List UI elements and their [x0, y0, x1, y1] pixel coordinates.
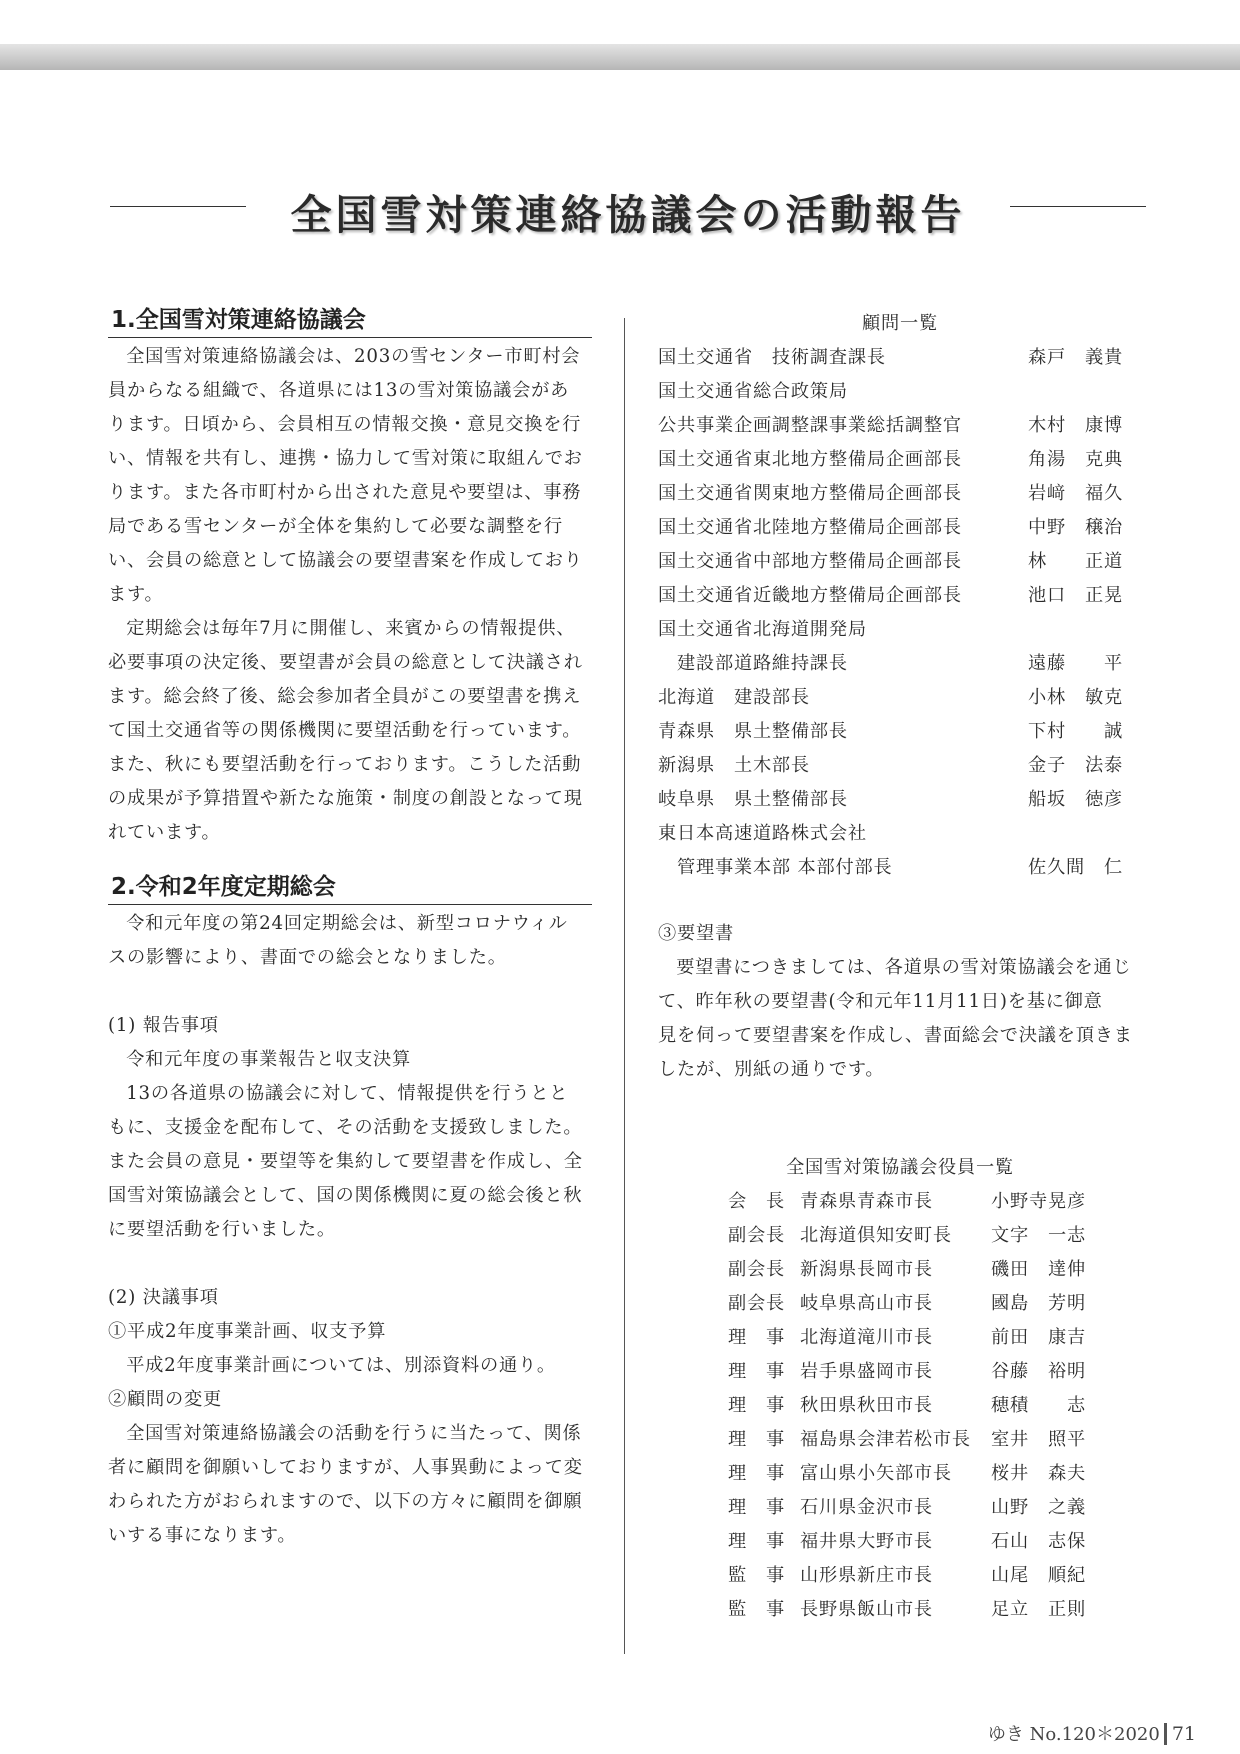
officer-affiliation: 石川県金沢市長 — [800, 1497, 933, 1518]
officer-row — [658, 1287, 1142, 1321]
column-divider — [624, 318, 625, 1654]
officer-affiliation: 長野県飯山市長 — [800, 1599, 933, 1620]
officer-name: 前田 康吉 — [991, 1327, 1086, 1348]
officer-name: 山尾 順紀 — [991, 1565, 1086, 1586]
page-footer — [988, 1720, 1196, 1746]
advisor-row — [658, 851, 1142, 885]
officer-name: 石山 志保 — [991, 1531, 1086, 1552]
resolution-item-2-line: いする事になります。 — [108, 1525, 297, 1546]
advisor-position: 管理事業本部 本部付部長 — [658, 857, 893, 878]
advisor-position: 岐阜県 県土整備部長 — [658, 789, 848, 810]
left-column — [108, 303, 592, 1553]
report-line: もに、支援金を配布して、その活動を支援致しました。 — [108, 1117, 583, 1138]
advisor-position: 国土交通省北海道開発局 — [658, 619, 867, 640]
advisor-name: 中野 穣治 — [1028, 517, 1123, 538]
officer-role: 理 事 — [728, 1395, 785, 1416]
title-block — [110, 182, 1146, 242]
s1-line: 員からなる組織で、各道県には13の雪対策協議会があ — [108, 380, 570, 401]
advisor-position: 国土交通省北陸地方整備局企画部長 — [658, 517, 962, 538]
s1-line: れています。 — [108, 822, 221, 843]
s2-line: 令和元年度の第24回定期総会は、新型コロナウィル — [126, 913, 568, 934]
request-title: ③要望書 — [658, 923, 734, 944]
s1-line: ります。日頃から、会員相互の情報交換・意見交換を行 — [108, 414, 582, 435]
officer-row — [658, 1423, 1142, 1457]
resolution-item-2-line: 全国雪対策連絡協議会の活動を行うに当たって、関係 — [126, 1423, 582, 1444]
advisor-position: 国土交通省関東地方整備局企画部長 — [658, 483, 962, 504]
officer-affiliation: 青森県青森市長 — [800, 1191, 933, 1212]
s1-line: 全国雪対策連絡協議会は、203の雪センター市町村会 — [126, 346, 581, 367]
advisor-name: 遠藤 平 — [1028, 653, 1123, 674]
advisor-row — [658, 341, 1142, 375]
officer-row — [658, 1355, 1142, 1389]
advisor-position: 東日本高速道路株式会社 — [658, 823, 867, 844]
officer-affiliation: 北海道倶知安町長 — [800, 1225, 952, 1246]
officer-role: 理 事 — [728, 1429, 785, 1450]
s1-line: ります。また各市町村から出された意見や要望は、事務 — [108, 482, 582, 503]
advisor-name: 木村 康博 — [1028, 415, 1123, 436]
resolution-item-2-title: ②顧問の変更 — [108, 1389, 222, 1410]
request-line: て、昨年秋の要望書(令和元年11月11日)を基に御意 — [658, 991, 1103, 1012]
request-line: したが、別紙の通りです。 — [658, 1059, 885, 1080]
advisor-position: 公共事業企画調整課事業総括調整官 — [658, 415, 962, 436]
officer-role: 副会長 — [728, 1259, 785, 1280]
publication-label: ゆき No.120＊2020 — [987, 1724, 1160, 1745]
advisor-row — [658, 477, 1142, 511]
s1-line: い、情報を共有し、連携・協力して雪対策に取組んでお — [108, 448, 583, 469]
officer-name: 國島 芳明 — [991, 1293, 1086, 1314]
s1-line: て国土交通省等の関係機関に要望活動を行っています。 — [108, 720, 582, 741]
officer-name: 桜井 森夫 — [991, 1463, 1086, 1484]
officer-name: 穂積 志 — [991, 1395, 1086, 1416]
report-line: 13の各道県の協議会に対して、情報提供を行うとと — [126, 1083, 569, 1104]
resolution-item-2-line: わられた方がおられますので、以下の方々に顧問を御願 — [108, 1491, 583, 1512]
officer-row — [658, 1185, 1142, 1219]
advisor-name: 小林 敏克 — [1028, 687, 1123, 708]
advisor-name: 金子 法泰 — [1028, 755, 1123, 776]
report-line: に要望活動を行いました。 — [108, 1219, 336, 1240]
s1-line: 局である雪センターが全体を集約して必要な調整を行 — [108, 516, 563, 537]
officer-name: 谷藤 裕明 — [991, 1361, 1086, 1382]
officer-row — [658, 1559, 1142, 1593]
advisor-row — [658, 817, 1142, 851]
s1-line: い、会員の総意として協議会の要望書案を作成しており — [108, 550, 583, 571]
advisor-position: 国土交通省近畿地方整備局企画部長 — [658, 585, 962, 606]
title-rule-right — [1010, 206, 1146, 207]
officer-name: 小野寺晃彦 — [991, 1191, 1086, 1212]
officer-name: 山野 之義 — [991, 1497, 1086, 1518]
officer-name: 室井 照平 — [991, 1429, 1086, 1450]
advisor-row — [658, 443, 1142, 477]
officer-role: 理 事 — [728, 1531, 785, 1552]
advisor-name — [1028, 613, 1138, 647]
officer-name: 磯田 達伸 — [991, 1259, 1086, 1280]
top-banner-bar — [0, 44, 1240, 70]
officer-affiliation: 山形県新庄市長 — [800, 1565, 933, 1586]
officer-list — [658, 1185, 1142, 1627]
advisor-position: 国土交通省 技術調査課長 — [658, 347, 886, 368]
advisor-name: 船坂 徳彦 — [1028, 789, 1123, 810]
officer-row — [658, 1389, 1142, 1423]
advisor-row — [658, 647, 1142, 681]
report-items-title: (1) 報告事項 — [108, 1015, 219, 1036]
advisor-row — [658, 715, 1142, 749]
officer-row — [658, 1253, 1142, 1287]
officer-role: 理 事 — [728, 1361, 785, 1382]
s1-line: 必要事項の決定後、要望書が会員の総意として決議され — [108, 652, 583, 673]
request-line: 要望書につきましては、各道県の雪対策協議会を通じ — [676, 957, 1132, 978]
title-rule-left — [110, 206, 246, 207]
advisor-row — [658, 409, 1142, 443]
officer-row — [658, 1491, 1142, 1525]
officer-row — [658, 1593, 1142, 1627]
advisor-row — [658, 511, 1142, 545]
officer-role: 理 事 — [728, 1463, 785, 1484]
advisor-position: 建設部道路維持課長 — [658, 653, 848, 674]
officer-name: 足立 正則 — [991, 1599, 1086, 1620]
advisor-row — [658, 613, 1142, 647]
officer-row — [658, 1321, 1142, 1355]
resolution-item-1-title: ①平成2年度事業計画、収支予算 — [108, 1321, 387, 1342]
report-line: また会員の意見・要望等を集約して要望書を作成し、全 — [108, 1151, 583, 1172]
page-number: 71 — [1164, 1723, 1196, 1745]
resolution-item-1-line: 平成2年度事業計画については、別添資料の通り。 — [126, 1355, 556, 1376]
officer-row — [658, 1457, 1142, 1491]
officer-name: 文字 一志 — [991, 1225, 1086, 1246]
advisor-row — [658, 579, 1142, 613]
advisor-list — [658, 341, 1142, 885]
advisor-row — [658, 545, 1142, 579]
s1-line: 定期総会は毎年7月に開催し、来賓からの情報提供、 — [126, 618, 576, 639]
advisor-row — [658, 375, 1142, 409]
officer-role: 副会長 — [728, 1293, 785, 1314]
advisor-position: 北海道 建設部長 — [658, 687, 810, 708]
advisor-name: 池口 正晃 — [1028, 585, 1123, 606]
s2-line: スの影響により、書面での総会となりました。 — [108, 947, 507, 968]
officer-affiliation: 北海道滝川市長 — [800, 1327, 933, 1348]
officer-role: 理 事 — [728, 1497, 785, 1518]
report-items-subtitle: 令和元年度の事業報告と収支決算 — [126, 1049, 412, 1070]
s1-line: また、秋にも要望活動を行っております。こうした活動 — [108, 754, 582, 775]
advisor-name: 林 正道 — [1028, 551, 1123, 572]
report-line: 国雪対策協議会として、国の関係機関に夏の総会後と秋 — [108, 1185, 583, 1206]
officer-affiliation: 新潟県長岡市長 — [800, 1259, 933, 1280]
officer-role: 監 事 — [728, 1565, 785, 1586]
resolution-items-title: (2) 決議事項 — [108, 1287, 219, 1308]
officer-role: 副会長 — [728, 1225, 785, 1246]
s1-line: ます。 — [108, 584, 164, 605]
officer-row — [658, 1525, 1142, 1559]
advisor-position: 国土交通省中部地方整備局企画部長 — [658, 551, 962, 572]
officer-affiliation: 岐阜県高山市長 — [800, 1293, 933, 1314]
advisor-name: 佐久間 仁 — [1028, 857, 1123, 878]
advisor-position: 新潟県 土木部長 — [658, 755, 810, 776]
advisor-row — [658, 749, 1142, 783]
s1-line: ます。総会終了後、総会参加者全員がこの要望書を携え — [108, 686, 582, 707]
advisor-name: 角湯 克典 — [1028, 449, 1123, 470]
section-1-heading: 1.全国雪対策連絡協議会 — [108, 303, 592, 338]
officer-role: 理 事 — [728, 1327, 785, 1348]
advisor-name — [1028, 817, 1138, 851]
advisor-name: 岩﨑 福久 — [1028, 483, 1123, 504]
section-2-heading: 2.令和2年度定期総会 — [108, 870, 592, 905]
request-line: 見を伺って要望書案を作成し、書面総会で決議を頂きま — [658, 1025, 1133, 1046]
advisor-name: 下村 誠 — [1028, 721, 1123, 742]
officer-affiliation: 岩手県盛岡市長 — [800, 1361, 933, 1382]
advisor-position: 青森県 県土整備部長 — [658, 721, 848, 742]
officer-affiliation: 福井県大野市長 — [800, 1531, 933, 1552]
advisor-name — [1028, 375, 1138, 409]
officer-affiliation: 秋田県秋田市長 — [800, 1395, 933, 1416]
officer-affiliation: 富山県小矢部市長 — [800, 1463, 952, 1484]
advisor-name: 森戸 義貴 — [1028, 347, 1123, 368]
officer-affiliation: 福島県会津若松市長 — [800, 1429, 971, 1450]
resolution-item-2-line: 者に顧問を御願いしておりますが、人事異動によって変 — [108, 1457, 583, 1478]
officer-role: 監 事 — [728, 1599, 785, 1620]
advisor-row — [658, 681, 1142, 715]
advisor-row — [658, 783, 1142, 817]
officer-row — [658, 1219, 1142, 1253]
officer-list-title: 全国雪対策協議会役員一覧 — [786, 1157, 1014, 1178]
advisor-list-title: 顧問一覧 — [862, 313, 938, 334]
page-title: 全国雪対策連絡協議会の活動報告 — [290, 191, 966, 239]
advisor-position: 国土交通省東北地方整備局企画部長 — [658, 449, 962, 470]
right-column — [658, 307, 1142, 1627]
officer-role: 会 長 — [728, 1191, 785, 1212]
s1-line: の成果が予算措置や新たな施策・制度の創設となって現 — [108, 788, 583, 809]
advisor-position: 国土交通省総合政策局 — [658, 381, 848, 402]
